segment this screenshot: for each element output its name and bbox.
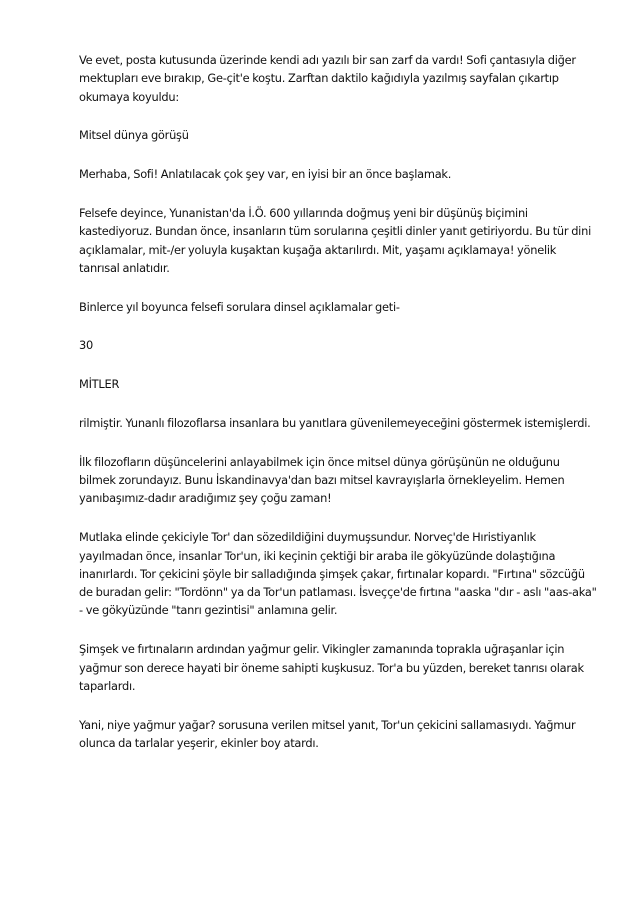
page-number: 30 [79, 338, 93, 353]
paragraph-philosophy: Felsefe deyince, Yunanistan'da İ.Ö. 600 yıllarında doğmuş yeni bir düşünüş biçimini kastediyoruz. Bundan önce, insanların tüm sorularına çeşitli dinler yanıt getiriyordu. Bu tür dini açıklamalar, mit-/er yoluyla kuşaktan kuşağa aktarılırdı. Mit, yaşamı açıklamaya! yönelik tanrısal anlatıdır. [79, 205, 591, 275]
section-heading-mythic-worldview: Mitsel dünya görüşü [79, 128, 189, 143]
paragraph-mythic-answer: Yani, niye yağmur yağar? sorusuna verilen mitsel yanıt, Tor'un çekicini sallamasıydı. Yağmur olunca da tarlalar yeşerir, ekinler boy atardı. [79, 717, 576, 750]
paragraph-rain: Şimşek ve fırtınaların ardından yağmur gelir. Vikingler zamanında toprakla uğraşanlar için yağmur son derece hayati bir öneme sahipti kuşkusuz. Tor'a bu yüzden, bereket tanrısı olarak taparlardı. [79, 642, 584, 693]
paragraph-greeting: Merhaba, Sofi! Anlatılacak çok şey var, en iyisi bir an önce başlamak. [79, 167, 452, 182]
paragraph-mailbox: Ve evet, posta kutusunda üzerinde kendi adı yazılı bir san zarf da vardı! Sofi çantasıyla diğer mektupları eve bırakıp, Ge-çit'e koştu. Zarftan daktilo kağıdıyla yazılmış sayfalan çıkartıp okumaya koyuldu: [79, 53, 576, 104]
paragraph-greek-philosophers: rilmiştir. Yunanlı filozoflarsa insanlara bu yanıtlara güvenilemeyeceğini göstermek istemişlerdi. [79, 416, 591, 431]
running-header: MİTLER [79, 377, 120, 392]
paragraph-religious-answers: Binlerce yıl boyunca felsefi sorulara dinsel açıklamalar geti- [79, 299, 400, 314]
paragraph-thor-hammer: Mutlaka elinde çekiciyle Tor' dan sözedildiğini duymuşsundur. Norveç'de Hıristiyanlık yayılmadan önce, insanlar Tor'un, iki keçinin çektiği bir araba ile gökyüzünde dolaştığına inanırlardı. Tor çekicini şöyle bir salladığında şimşek çakar, fırtınalar kopardı. "Fırtına" sözcüğü de buradan gelir: "Tordönn" ya da Tor'un patlaması. İsveççe'de fırtına "aaska "dır - aslı "aas-aka" - ve gökyüzünde "tanrı gezintisi" anlamına gelir. [79, 530, 597, 618]
paragraph-first-philosophers: İlk filozofların düşüncelerini anlayabilmek için önce mitsel dünya görüşünün ne olduğunu bilmek zorundayız. Bunu İskandinavya'dan bazı mitsel kavrayışlarla örnekleyelim. Hemen yanıbaşımız-dadır aradığımız şey çoğu zaman! [79, 454, 565, 506]
